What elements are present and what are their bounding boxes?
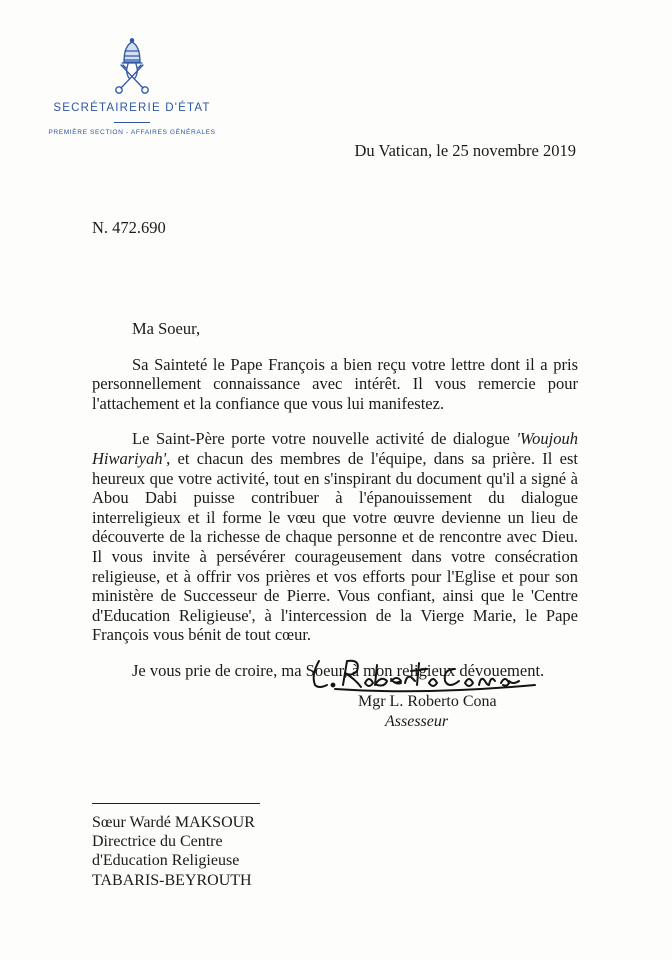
recipient-divider <box>92 803 260 804</box>
paragraph-2 <box>92 429 578 645</box>
closing-formula: Je vous prie de croire, ma Soeur, à mon religieux dévouement. <box>132 660 545 680</box>
handwritten-signature <box>305 655 545 695</box>
recipient-address <box>92 813 255 890</box>
recipient-organization: d'Education Religieuse <box>92 852 240 870</box>
paragraph-1: Sa Sainteté le Pape François a bien reçu votre lettre dont il a pris personnellement connaissance avec intérêt. Il vous remercie pour l'attachement et la confiance que vous lui manifestez. <box>92 354 578 413</box>
reference-number: N. 472.690 <box>92 218 166 237</box>
recipient-name: Sœur Wardé MAKSOUR <box>92 814 255 831</box>
activity-name: 'Woujouh Hiwariyah' <box>92 429 578 468</box>
place-date: Du Vatican, le 25 novembre 2019 <box>354 141 576 160</box>
signer-title: Assesseur <box>385 713 449 730</box>
recipient-city: TABARIS-BEYROUTH <box>92 871 252 889</box>
paragraph-2-lead: Le Saint-Père porte votre nouvelle activité de dialogue <box>132 429 517 449</box>
letterhead-divider <box>114 122 150 123</box>
letter-body <box>92 319 578 681</box>
office-section: PREMIÈRE SECTION - AFFAIRES GÉNÉRALES <box>48 129 216 136</box>
office-title: SECRÉTAIRERIE D'ÉTAT <box>53 102 211 114</box>
paragraph-2-rest: , et chacun des membres de l'équipe, dans sa prière. Il est heureux que votre activité, tout en s'inspirant du document qu'il a signé à Abou Dabi puisse contribuer à l'épanouissement du dialogue interreligieux et il forme le vœu que votre œuvre devienne un lieu de découverte de la richesse de chaque personne et de rencontre avec Dieu. Il vous invite à persévérer courageusement dans votre consécration religieuse, et à offrir vos prières et vos efforts pour l'Eglise et pour son ministère de Successeur de Pierre. Vous confiant, ainsi que le 'Centre d'Education Religieuse', à l'intercession de la Vierge Marie, le Pape François vous bénit de tout cœur. <box>92 448 578 645</box>
papal-keys-tiara-icon <box>107 38 157 96</box>
recipient-role: Directrice du Centre <box>92 833 223 851</box>
letterhead <box>32 38 232 136</box>
signer-name: Mgr L. Roberto Cona <box>358 693 497 710</box>
salutation: Ma Soeur, <box>132 319 201 338</box>
